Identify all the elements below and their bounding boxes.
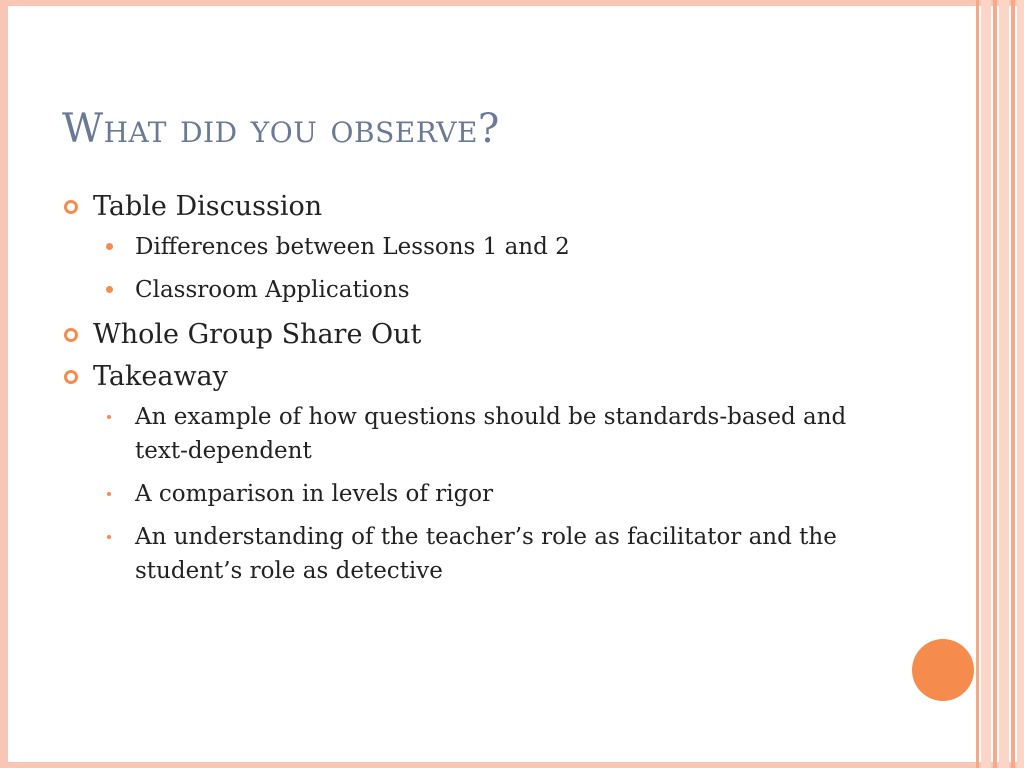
dot-bullet-icon [107,492,111,496]
sub-bullet-item [62,273,862,307]
bullet-list [62,188,862,597]
ring-bullet-icon [64,370,78,384]
stripe [981,0,991,768]
dot-bullet-icon [107,535,111,539]
stripe [993,0,997,768]
sub-bullet-text: An understanding of the teacher’s role as facilitator and the student’s role as detective [135,524,837,584]
dot-bullet-icon [106,286,113,293]
sub-bullet-text: Differences between Lessons 1 and 2 [135,234,570,260]
sub-bullet-item [62,520,862,588]
sub-bullet-item [62,477,862,511]
sub-bullet-item [62,400,862,468]
stripe [999,0,1009,768]
stripe [1017,0,1024,768]
bullet-item [62,188,862,226]
ring-bullet-icon [64,328,78,342]
sub-bullet-text: An example of how questions should be standards-based and text-dependent [135,404,847,464]
stripe [1011,0,1015,768]
sub-bullet-text: A comparison in levels of rigor [135,481,494,507]
bullet-item [62,358,862,396]
bullet-item [62,316,862,354]
stripe [976,0,979,768]
frame-bottom-border [0,762,1024,768]
dot-bullet-icon [106,243,113,250]
frame-left-border [0,0,8,768]
decorative-circle-icon [912,639,974,701]
sub-bullet-text: Classroom Applications [135,277,410,303]
sub-bullet-item [62,230,862,264]
ring-bullet-icon [64,200,78,214]
bullet-text: Whole Group Share Out [93,319,422,350]
bullet-text: Table Discussion [93,191,323,222]
slide-title: What did you observe? [62,106,500,152]
frame-top-border [0,0,1024,6]
right-stripe-decoration [976,0,1024,768]
dot-bullet-icon [107,415,111,419]
bullet-text: Takeaway [93,361,228,392]
